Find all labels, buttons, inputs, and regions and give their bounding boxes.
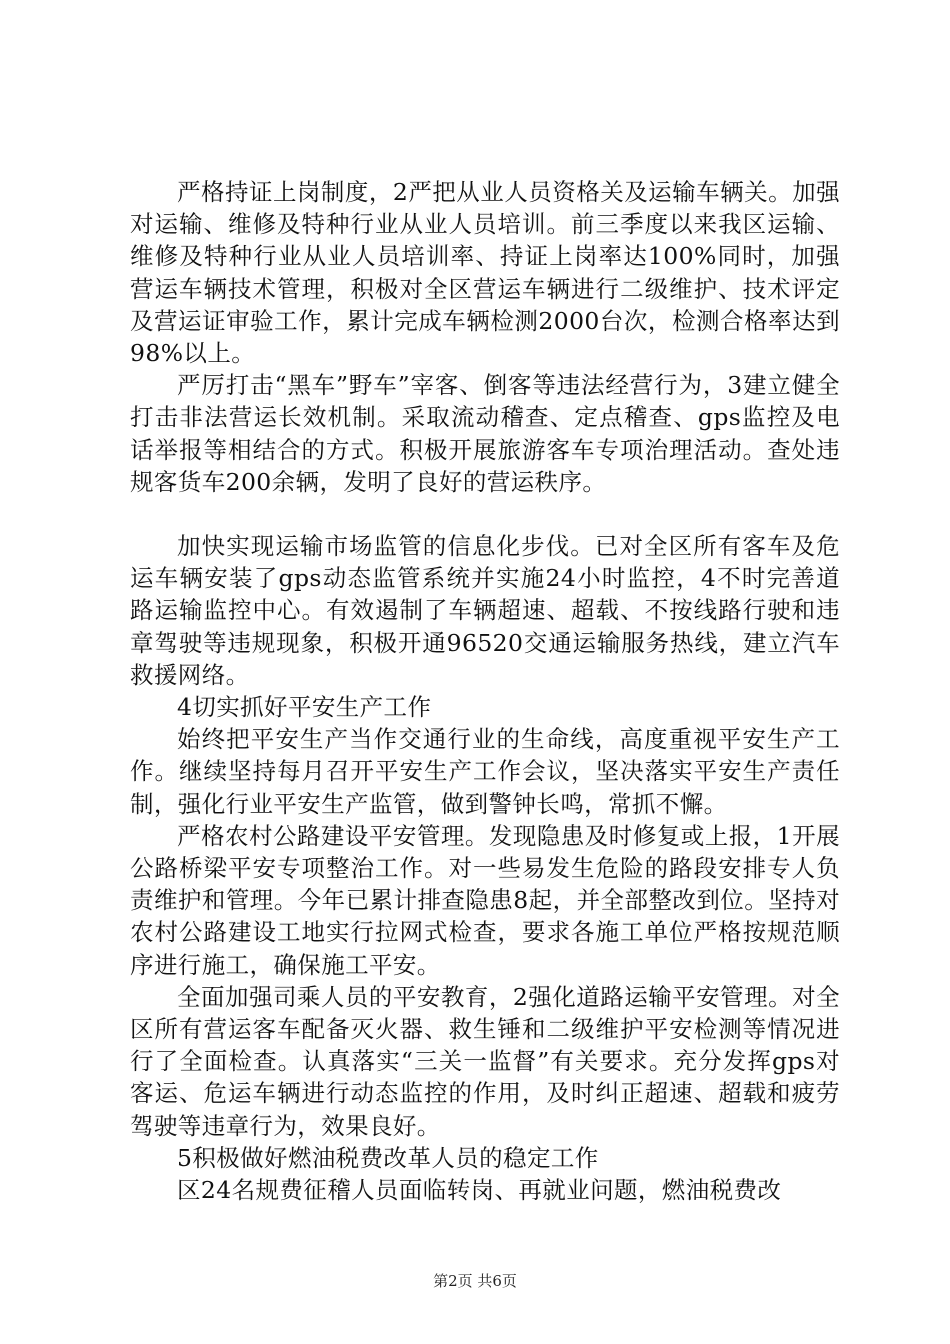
document-body [130,176,840,1206]
paragraph-illegal-operation: 严厉打击“黑车”野车”宰客、倒客等违法经营行为，3建立健全打击非法营运长效机制。采取流动稽查、定点稽查、gps监控及电话举报等相结合的方式。积极开展旅游客车专项治理活动。查处违规客货车200余辆，发明了良好的营运秩序。 [130,371,840,496]
paragraph-fee-staff: 区24名规费征稽人员面临转岗、再就业问题，燃油税费改 [177,1176,782,1205]
paragraph-rural-road: 严格农村公路建设平安管理。发现隐患及时修复或上报，1开展公路桥梁平安专项整治工作。对一些易发生危险的路段安排专人负责维护和管理。今年已累计排查隐患8起，并全部整改到位。坚持对农村公路建设工地实行拉网式检查，要求各施工单位严格按规范顺序进行施工，确保施工平安。 [130,821,840,979]
paragraph-driver-education: 全面加强司乘人员的平安教育，2强化道路运输平安管理。对全区所有营运客车配备灭火器、救生锤和二级维护平安检测等情况进行了全面检查。认真落实“三关一监督”有关要求。充分发挥gps对客运、危运车辆进行动态监控的作用，及时纠正超速、超载和疲劳驾驶等违章行为，效果良好。 [130,982,840,1140]
paragraph-spacer [130,498,840,530]
paragraph-certification: 严格持证上岗制度，2严把从业人员资格关及运输车辆关。加强对运输、维修及特种行业从业人员培训。前三季度以来我区运输、维修及特种行业从业人员培训率、持证上岗率达100%同时，加强营运车辆技术管理，积极对全区营运车辆进行二级维护、技术评定及营运证审验工作，累计完成车辆检测2000台次，检测合格率达到98%以上。 [130,178,840,368]
paragraph-safety-lifeline: 始终把平安生产当作交通行业的生命线，高度重视平安生产工作。继续坚持每月召开平安生产工作会议，坚决落实平安生产责任制，强化行业平安生产监管，做到警钟长鸣，常抓不懈。 [130,725,840,818]
section-heading-fuel-tax: 5积极做好燃油税费改革人员的稳定工作 [177,1143,599,1172]
section-heading-safety: 4切实抓好平安生产工作 [177,693,432,722]
paragraph-informatization: 加快实现运输市场监管的信息化步伐。已对全区所有客车及危运车辆安装了gps动态监管系统并实施24小时监控，4不时完善道路运输监控中心。有效遏制了车辆超速、超载、不按线路行驶和违章驾驶等违规现象，积极开通96520交通运输服务热线，建立汽车救援网络。 [130,532,840,689]
page-number-footer: 第2页 共6页 [433,1272,517,1290]
